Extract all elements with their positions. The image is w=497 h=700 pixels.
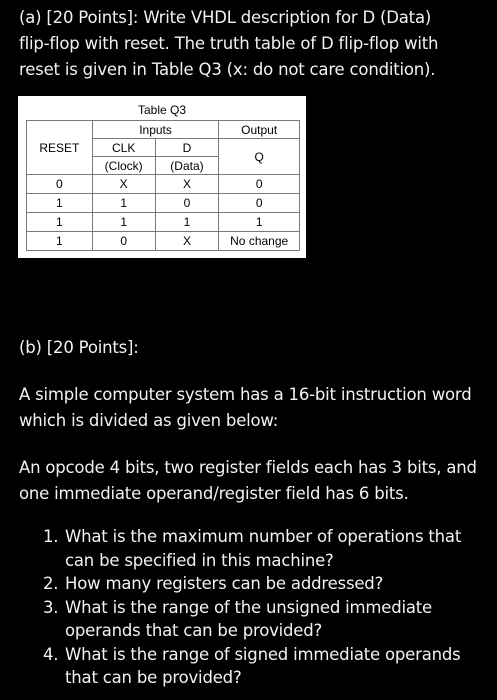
paragraph-line: An opcode 4 bits, two register fields each has 3 bits, and [19,458,477,477]
cell-d: X [155,232,219,251]
header-data: (Data) [155,157,219,175]
cell-clk: 1 [92,194,155,213]
truth-table [26,120,300,251]
cell-q: No change [219,232,300,251]
header-d: D [155,139,219,157]
list-item-line: What is the maximum number of operations that [65,527,462,546]
paragraph-line: A simple computer system has a 16-bit instruction word [19,385,472,404]
table-row [27,175,300,194]
part-a-line: flip-flop with reset. The truth table of D flip-flop with [19,34,439,53]
part-b-heading-text: (b) [20 Points]: [19,338,139,357]
list-number: 3. [43,597,59,617]
header-clock: (Clock) [92,157,155,175]
list-item [43,643,461,690]
cell-clk: 0 [92,232,155,251]
list-number: 4. [43,644,59,664]
table-row [27,232,300,251]
truth-table-figure [18,96,306,258]
header-output: Output [219,121,300,139]
cell-d: 0 [155,194,219,213]
header-q: Q [219,139,300,175]
cell-clk: X [92,175,155,194]
cell-q: 0 [219,175,300,194]
cell-d: 1 [155,213,219,232]
paragraph-line: which is divided as given below: [19,411,279,430]
list-item [43,525,461,572]
list-item [43,572,461,596]
list-item-line: operands that can be provided? [65,621,323,640]
list-item-line: can be specified in this machine? [65,550,334,570]
cell-q: 0 [219,194,300,213]
cell-reset: 1 [27,213,93,232]
part-b-paragraph-1 [19,382,471,434]
part-a-question [19,5,438,83]
list-number: 1. [43,527,59,546]
cell-reset: 0 [27,175,93,194]
table-caption: Table Q3 [137,103,187,117]
cell-d: X [155,175,219,194]
list-item [43,596,461,643]
table-row [27,194,300,213]
part-a-line: reset is given in Table Q3 (x: do not care condition). [19,60,436,79]
part-a-line: (a) [20 Points]: Write VHDL description for D (Data) [19,8,432,27]
list-item-line: How many registers can be addressed? [65,574,384,593]
list-number: 2. [43,574,59,593]
cell-reset: 1 [27,194,93,213]
question-list [43,525,461,690]
header-reset: RESET [27,121,93,175]
header-inputs: Inputs [92,121,219,139]
table-row [27,213,300,232]
cell-clk: 1 [92,213,155,232]
list-item-line: What is the range of the unsigned immediate [65,597,433,617]
paragraph-line: one immediate operand/register field has 6 bits. [19,484,409,503]
cell-reset: 1 [27,232,93,251]
cell-q: 1 [219,213,300,232]
list-item-line: What is the range of signed immediate operands [65,644,461,664]
list-item-line: that can be provided? [65,668,242,687]
part-b-paragraph-2 [19,455,477,507]
header-clk: CLK [92,139,155,157]
part-b-heading [19,335,139,361]
